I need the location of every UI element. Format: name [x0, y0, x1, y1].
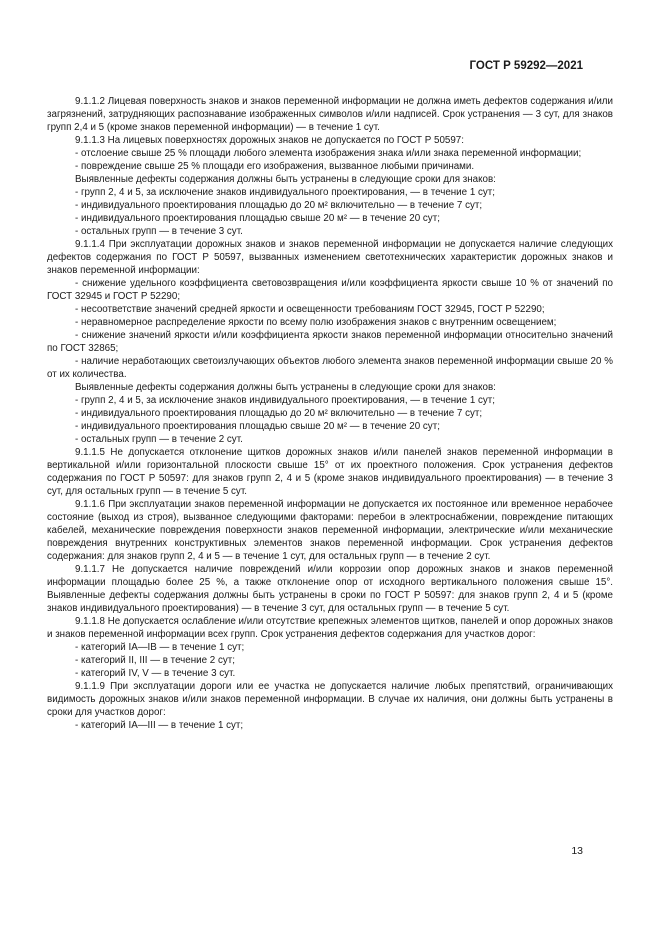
paragraph: - категорий IА—IВ — в течение 1 сут; — [75, 642, 245, 653]
document-body — [47, 95, 613, 732]
paragraph: - индивидуального проектирования площадью свыше 20 м² — в течение 20 сут; — [75, 421, 440, 432]
paragraph: 9.1.1.6 При эксплуатации знаков переменной информации не допускается их постоянное или временное нерабочее состояние (выход из строя), вызванное следующими факторами: перебои в электроснабжении, повреждение питающих кабелей, механические повреждения поверхности знаков переменной информации, электрические и/или механические повреждения внутренних конструктивных элементов знаков переменной информации. Срок устранения дефектов содержания: для знаков групп 2, 4 и 5 — в течение 1 сут, для остальных групп — в течение 2 сут. — [47, 499, 613, 562]
paragraph: - категорий II, III — в течение 2 сут; — [75, 655, 235, 666]
paragraph: - индивидуального проектирования площадью до 20 м² включительно — в течение 7 сут; — [75, 408, 483, 419]
paragraph: - повреждение свыше 25 % площади его изображения, вызванное любыми причинами. — [75, 161, 475, 172]
document-header: ГОСТ Р 59292—2021 — [469, 60, 583, 72]
paragraph: - наличие неработающих светоизлучающих объектов любого элемента знаков переменной информации свыше 20 % от их количества. — [47, 356, 613, 380]
paragraph: 9.1.1.2 Лицевая поверхность знаков и знаков переменной информации не должна иметь дефектов содержания и/или загрязнений, затрудняющих распознавание изображенных символов и/или надписей. Срок устранения — 3 сут, для знаков групп 2,4 и 5 (кроме знаков переменной информации) — в течение 1 сут. — [47, 96, 613, 133]
paragraph: - категорий IА—III — в течение 1 сут; — [75, 720, 244, 731]
paragraph: 9.1.1.8 Не допускается ослабление и/или отсутствие крепежных элементов щитков, панелей и опор дорожных знаков и знаков переменной информации всех групп. Срок устранения дефектов содержания для участков дорог: — [47, 616, 613, 640]
paragraph: - неравномерное распределение яркости по всему полю изображения знаков с внутренним освещением; — [75, 317, 557, 328]
paragraph: - остальных групп — в течение 2 сут. — [75, 434, 243, 445]
paragraph: 9.1.1.9 При эксплуатации дороги или ее участка не допускается наличие любых препятствий, ограничивающих видимость дорожных знаков и/или знаков переменной информации. В случае их наличия, они должны быть устранены в сроки для участков дорог: — [47, 681, 613, 718]
paragraph: - отслоение свыше 25 % площади любого элемента изображения знака и/или знака переменной информации; — [75, 148, 582, 159]
paragraph: - индивидуального проектирования площадью свыше 20 м² — в течение 20 сут; — [75, 213, 440, 224]
paragraph: - снижение удельного коэффициента световозвращения и/или коэффициента яркости свыше 10 % от значений по ГОСТ 32945 и ГОСТ Р 52290; — [47, 278, 613, 302]
paragraph: 9.1.1.5 Не допускается отклонение щитков дорожных знаков и/или панелей знаков переменной информации в вертикальной и/или горизонтальной плоскости свыше 15° от их проектного положения. Срок устранения дефектов содержания по ГОСТ Р 50597: для знаков групп 2, 4 и 5 (кроме знаков индивидуального проектирования) — в течение 3 сут, для остальных групп — в течение 5 сут. — [47, 447, 613, 497]
paragraph: 9.1.1.4 При эксплуатации дорожных знаков и знаков переменной информации не допускается наличие следующих дефектов содержания по ГОСТ Р 50597, вызванных изменением светотехнических характеристик дорожных знаков и знаков переменной информации: — [47, 239, 613, 276]
paragraph: - несоответствие значений средней яркости и освещенности требованиям ГОСТ 32945, ГОСТ Р 52290; — [75, 304, 545, 315]
paragraph: 9.1.1.7 Не допускается наличие повреждений и/или коррозии опор дорожных знаков и знаков переменной информации площадью более 25 %, а также отклонение опор от исходного вертикального положения свыше 15°. Выявленные дефекты содержания должны быть устранены в сроки по ГОСТ Р 50597: для знаков групп 2, 4 и 5 (кроме знаков индивидуального проектирования) — в течение 3 сут, для остальных групп — в течение 5 сут. — [47, 564, 613, 614]
paragraph: Выявленные дефекты содержания должны быть устранены в следующие сроки для знаков: — [75, 174, 496, 185]
paragraph: 9.1.1.3 На лицевых поверхностях дорожных знаков не допускается по ГОСТ Р 50597: — [75, 135, 464, 146]
paragraph: - индивидуального проектирования площадью до 20 м² включительно — в течение 7 сут; — [75, 200, 483, 211]
paragraph: - групп 2, 4 и 5, за исключение знаков индивидуального проектирования, — в течение 1 сут; — [75, 187, 495, 198]
paragraph: - остальных групп — в течение 3 сут. — [75, 226, 243, 237]
page-number: 13 — [571, 845, 583, 857]
paragraph: Выявленные дефекты содержания должны быть устранены в следующие сроки для знаков: — [75, 382, 496, 393]
paragraph: - категорий IV, V — в течение 3 сут. — [75, 668, 236, 679]
paragraph: - снижение значений яркости и/или коэффициента яркости знаков переменной информации относительно значений по ГОСТ 32865; — [47, 330, 613, 354]
paragraph: - групп 2, 4 и 5, за исключение знаков индивидуального проектирования, — в течение 1 сут; — [75, 395, 495, 406]
